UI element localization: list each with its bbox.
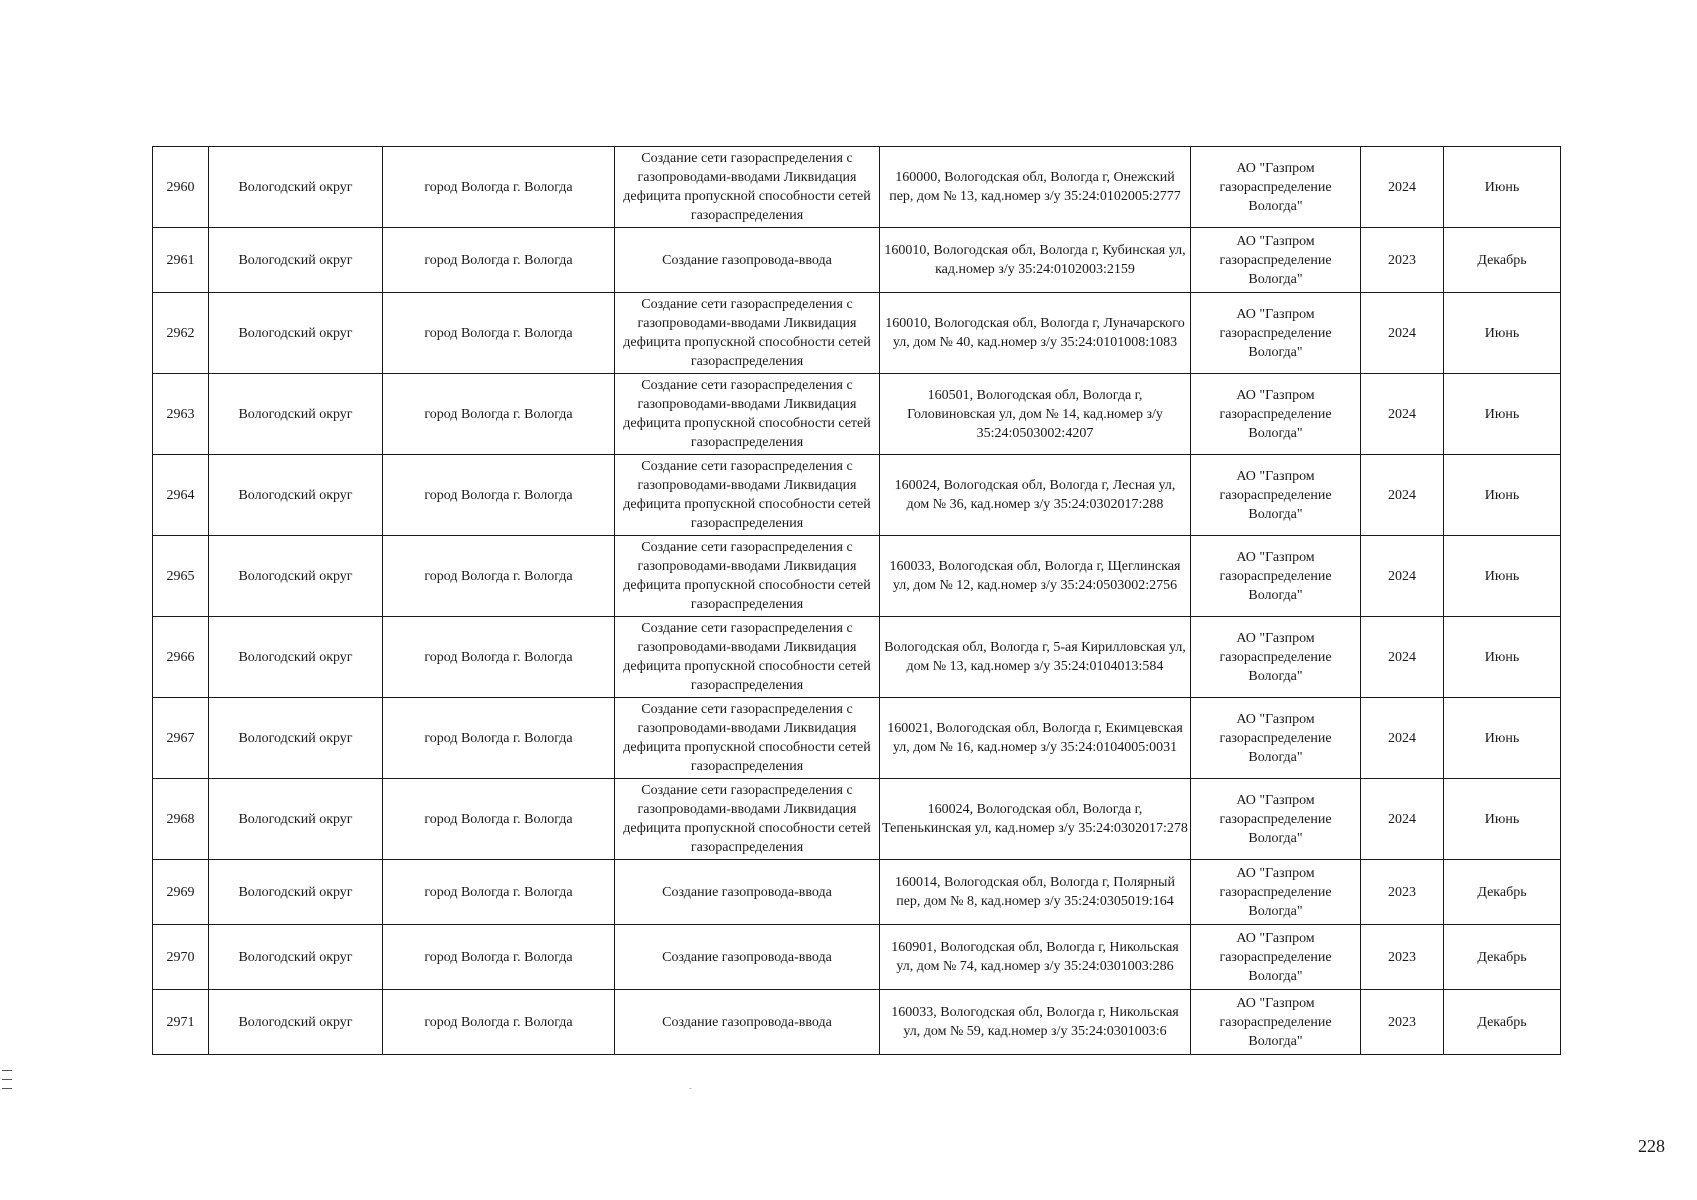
work-description-cell: Создание сети газораспределения с газопроводами-вводами Ликвидация дефицита пропускной способности сетей газораспределения	[615, 455, 880, 536]
year-cell: 2023	[1361, 990, 1444, 1055]
address-cell: 160021, Вологодская обл, Вологда г, Екимцевская ул, дом № 16, кад.номер з/у 35:24:0104005:0031	[880, 698, 1191, 779]
district-cell: Вологодский округ	[209, 147, 383, 228]
page-number: 228	[1638, 1136, 1665, 1156]
row-number-cell: 2966	[153, 617, 209, 698]
organization-cell: АО "Газпром газораспределение Вологда"	[1191, 536, 1361, 617]
row-number-cell: 2963	[153, 374, 209, 455]
year-cell: 2024	[1361, 698, 1444, 779]
month-cell: Декабрь	[1444, 925, 1561, 990]
work-description-cell: Создание газопровода-ввода	[615, 228, 880, 293]
table-row	[153, 147, 1561, 228]
locality-cell: город Вологда г. Вологда	[383, 293, 615, 374]
district-cell: Вологодский округ	[209, 925, 383, 990]
address-cell: Вологодская обл, Вологда г, 5-ая Кирилловская ул, дом № 13, кад.номер з/у 35:24:0104013:584	[880, 617, 1191, 698]
organization-cell: АО "Газпром газораспределение Вологда"	[1191, 990, 1361, 1055]
locality-cell: город Вологда г. Вологда	[383, 925, 615, 990]
locality-cell: город Вологда г. Вологда	[383, 455, 615, 536]
row-number-cell: 2962	[153, 293, 209, 374]
organization-cell: АО "Газпром газораспределение Вологда"	[1191, 228, 1361, 293]
organization-cell: АО "Газпром газораспределение Вологда"	[1191, 698, 1361, 779]
locality-cell: город Вологда г. Вологда	[383, 779, 615, 860]
address-cell: 160501, Вологодская обл, Вологда г, Головиновская ул, дом № 14, кад.номер з/у 35:24:0503002:4207	[880, 374, 1191, 455]
table-row	[153, 374, 1561, 455]
year-cell: 2023	[1361, 860, 1444, 925]
work-description-cell: Создание сети газораспределения с газопроводами-вводами Ликвидация дефицита пропускной способности сетей газораспределения	[615, 293, 880, 374]
organization-cell: АО "Газпром газораспределение Вологда"	[1191, 779, 1361, 860]
margin-tick-mark	[2, 1070, 12, 1098]
address-cell: 160033, Вологодская обл, Вологда г, Щеглинская ул, дом № 12, кад.номер з/у 35:24:0503002:2756	[880, 536, 1191, 617]
table-row	[153, 779, 1561, 860]
work-description-cell: Создание газопровода-ввода	[615, 860, 880, 925]
work-description-cell: Создание газопровода-ввода	[615, 990, 880, 1055]
organization-cell: АО "Газпром газораспределение Вологда"	[1191, 617, 1361, 698]
locality-cell: город Вологда г. Вологда	[383, 228, 615, 293]
year-cell: 2023	[1361, 925, 1444, 990]
work-description-cell: Создание газопровода-ввода	[615, 925, 880, 990]
year-cell: 2024	[1361, 617, 1444, 698]
month-cell: Июнь	[1444, 293, 1561, 374]
locality-cell: город Вологда г. Вологда	[383, 536, 615, 617]
address-cell: 160010, Вологодская обл, Вологда г, Луначарского ул, дом № 40, кад.номер з/у 35:24:0101008:1083	[880, 293, 1191, 374]
month-cell: Июнь	[1444, 617, 1561, 698]
month-cell: Июнь	[1444, 147, 1561, 228]
row-number-cell: 2964	[153, 455, 209, 536]
locality-cell: город Вологда г. Вологда	[383, 617, 615, 698]
year-cell: 2024	[1361, 536, 1444, 617]
year-cell: 2023	[1361, 228, 1444, 293]
address-cell: 160024, Вологодская обл, Вологда г, Лесная ул, дом № 36, кад.номер з/у 35:24:0302017:288	[880, 455, 1191, 536]
month-cell: Июнь	[1444, 536, 1561, 617]
table-row	[153, 925, 1561, 990]
year-cell: 2024	[1361, 293, 1444, 374]
work-description-cell: Создание сети газораспределения с газопроводами-вводами Ликвидация дефицита пропускной способности сетей газораспределения	[615, 147, 880, 228]
scan-speck	[689, 1088, 692, 1089]
work-description-cell: Создание сети газораспределения с газопроводами-вводами Ликвидация дефицита пропускной способности сетей газораспределения	[615, 698, 880, 779]
address-cell: 160033, Вологодская обл, Вологда г, Никольская ул, дом № 59, кад.номер з/у 35:24:0301003:6	[880, 990, 1191, 1055]
table-row	[153, 860, 1561, 925]
year-cell: 2024	[1361, 374, 1444, 455]
address-cell: 160901, Вологодская обл, Вологда г, Никольская ул, дом № 74, кад.номер з/у 35:24:0301003:286	[880, 925, 1191, 990]
organization-cell: АО "Газпром газораспределение Вологда"	[1191, 925, 1361, 990]
table-row	[153, 990, 1561, 1055]
work-description-cell: Создание сети газораспределения с газопроводами-вводами Ликвидация дефицита пропускной способности сетей газораспределения	[615, 617, 880, 698]
address-cell: 160000, Вологодская обл, Вологда г, Онежский пер, дом № 13, кад.номер з/у 35:24:0102005:2777	[880, 147, 1191, 228]
row-number-cell: 2969	[153, 860, 209, 925]
month-cell: Июнь	[1444, 374, 1561, 455]
district-cell: Вологодский округ	[209, 293, 383, 374]
district-cell: Вологодский округ	[209, 228, 383, 293]
work-description-cell: Создание сети газораспределения с газопроводами-вводами Ликвидация дефицита пропускной способности сетей газораспределения	[615, 536, 880, 617]
year-cell: 2024	[1361, 455, 1444, 536]
address-cell: 160010, Вологодская обл, Вологда г, Кубинская ул, кад.номер з/у 35:24:0102003:2159	[880, 228, 1191, 293]
locality-cell: город Вологда г. Вологда	[383, 990, 615, 1055]
district-cell: Вологодский округ	[209, 779, 383, 860]
organization-cell: АО "Газпром газораспределение Вологда"	[1191, 455, 1361, 536]
organization-cell: АО "Газпром газораспределение Вологда"	[1191, 374, 1361, 455]
month-cell: Июнь	[1444, 455, 1561, 536]
address-cell: 160014, Вологодская обл, Вологда г, Полярный пер, дом № 8, кад.номер з/у 35:24:0305019:164	[880, 860, 1191, 925]
locality-cell: город Вологда г. Вологда	[383, 374, 615, 455]
work-description-cell: Создание сети газораспределения с газопроводами-вводами Ликвидация дефицита пропускной способности сетей газораспределения	[615, 779, 880, 860]
table-row	[153, 455, 1561, 536]
district-cell: Вологодский округ	[209, 374, 383, 455]
month-cell: Июнь	[1444, 779, 1561, 860]
locality-cell: город Вологда г. Вологда	[383, 147, 615, 228]
district-cell: Вологодский округ	[209, 990, 383, 1055]
row-number-cell: 2960	[153, 147, 209, 228]
table-row	[153, 536, 1561, 617]
table-row	[153, 617, 1561, 698]
table-row	[153, 293, 1561, 374]
work-description-cell: Создание сети газораспределения с газопроводами-вводами Ликвидация дефицита пропускной способности сетей газораспределения	[615, 374, 880, 455]
organization-cell: АО "Газпром газораспределение Вологда"	[1191, 147, 1361, 228]
district-cell: Вологодский округ	[209, 536, 383, 617]
row-number-cell: 2965	[153, 536, 209, 617]
row-number-cell: 2970	[153, 925, 209, 990]
month-cell: Декабрь	[1444, 990, 1561, 1055]
row-number-cell: 2961	[153, 228, 209, 293]
district-cell: Вологодский округ	[209, 698, 383, 779]
row-number-cell: 2971	[153, 990, 209, 1055]
month-cell: Июнь	[1444, 698, 1561, 779]
district-cell: Вологодский округ	[209, 860, 383, 925]
year-cell: 2024	[1361, 147, 1444, 228]
month-cell: Декабрь	[1444, 228, 1561, 293]
organization-cell: АО "Газпром газораспределение Вологда"	[1191, 293, 1361, 374]
table-row	[153, 228, 1561, 293]
district-cell: Вологодский округ	[209, 455, 383, 536]
table-row	[153, 698, 1561, 779]
year-cell: 2024	[1361, 779, 1444, 860]
address-cell: 160024, Вологодская обл, Вологда г, Тепенькинская ул, кад.номер з/у 35:24:0302017:278	[880, 779, 1191, 860]
locality-cell: город Вологда г. Вологда	[383, 698, 615, 779]
organization-cell: АО "Газпром газораспределение Вологда"	[1191, 860, 1361, 925]
locality-cell: город Вологда г. Вологда	[383, 860, 615, 925]
district-cell: Вологодский округ	[209, 617, 383, 698]
row-number-cell: 2967	[153, 698, 209, 779]
gas-network-table	[152, 146, 1561, 1055]
month-cell: Декабрь	[1444, 860, 1561, 925]
row-number-cell: 2968	[153, 779, 209, 860]
